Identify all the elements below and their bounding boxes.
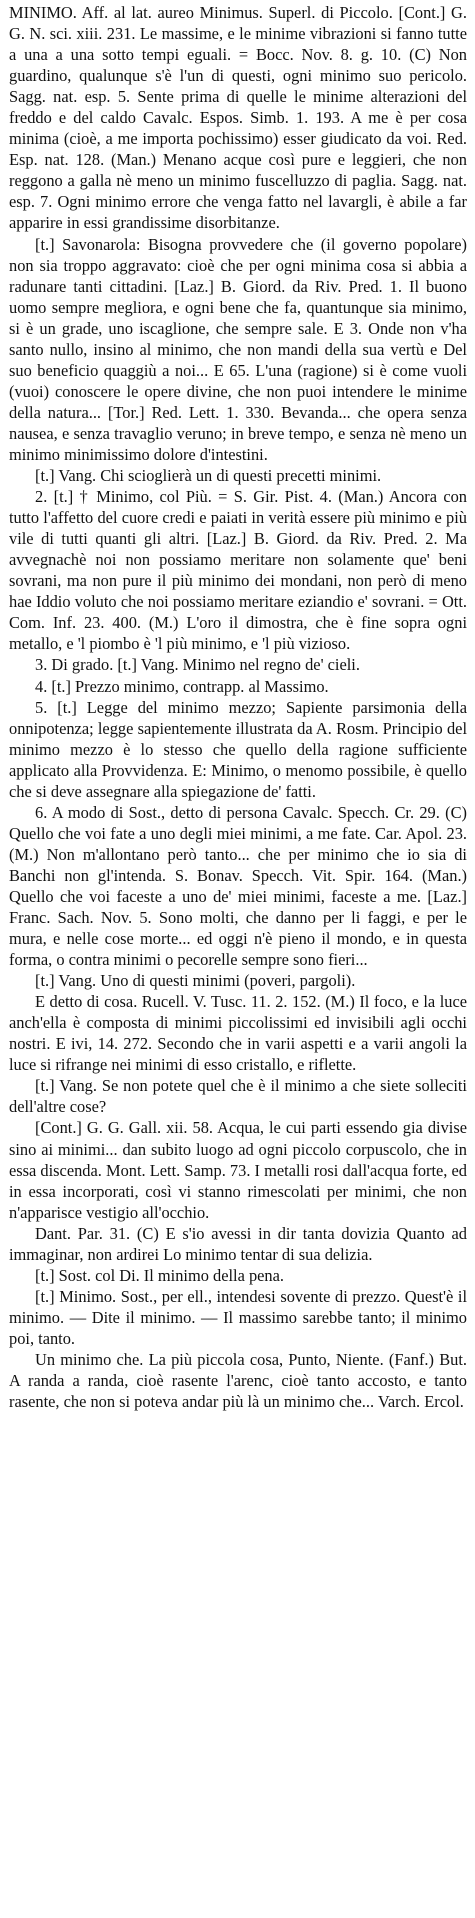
sense-5-paragraph: 5. [t.] Legge del minimo mezzo; Sapiente parsimonia della onnipotenza; legge sapientemente illustrata da A. Rosm. Principio del minimo mezzo è lo stesso che quello della ragione sufficiente applicato alla Provvidenza. E: Minimo, o menomo possibile, è quello che si deve assegnare alla spiegazione de' fatti. xyxy=(9,697,467,801)
entry-head-paragraph: MINIMO. Aff. al lat. aureo Minimus. Superl. di Piccolo. [Cont.] G. G. N. sci. xiii. 231. Le massime, e le minime vibrazioni si fanno tutte a una a una sotto tempi eguali. = Bocc. Nov. 8. g. 10. (C) Non guardino, qualunque s'è l'un di questi, ogni minimo suo pericolo. Sagg. nat. esp. 5. Sente prima di quelle le minime alterazioni del freddo e del caldo Cavalc. Espos. Simb. 1. 193. A me è per cosa minima (cioè, a me importa pochissimo) esser giudicato da voi. Red. Esp. nat. 128. (Man.) Menano acque così pure e leggieri, che non reggono a galla nè meno un minimo fuscelluzzo di paglia. Sagg. nat. esp. 7. Ogni minimo errore che venga fatto nel lavargli, è abile a far apparire in essi grandissime disorbitanze. xyxy=(9,3,467,233)
vang-solleciti-paragraph: [t.] Vang. Se non potete quel che è il minimo a che siete solleciti dell'altre cose? xyxy=(9,1076,467,1117)
dante-paragraph: Dant. Par. 31. (C) E s'io avessi in dir tanta dovizia Quanto ad immaginar, non ardirei Lo minimo tentar di sua delizia. xyxy=(9,1223,467,1264)
sost-col-di-paragraph: [t.] Sost. col Di. Il minimo della pena. xyxy=(35,1265,285,1285)
entry-vang-precetti-paragraph: [t.] Vang. Chi scioglierà un di questi precetti minimi. xyxy=(35,466,382,486)
un-minimo-che-paragraph: Un minimo che. La più piccola cosa, Punto, Niente. (Fanf.) But. A randa a randa, cioè rasente l'arenc, cioè tanto accosto, e tanto rasente, che non si poteva andar più là un minimo che... Varch. Ercol. xyxy=(9,1350,467,1412)
sense-4-paragraph: 4. [t.] Prezzo minimo, contrapp. al Massimo. xyxy=(35,676,329,696)
entry-savonarola-paragraph: [t.] Savonarola: Bisogna provvedere che (il governo popolare) non sia troppo aggravato: cioè che per ogni minima cosa si abbia a radunare tanti cittadini. [Laz.] B. Giord. da Riv. Pred. 1. Il buono uomo sempre megliora, e ogni bene che fa, quantunque sia minimo, si è un grade, uno iscaglione, che sempre sale. E 3. Onde non v'ha santo nullo, insino al minimo, che non mandi della sua vertù e Del suo beneficio quaggiù a noi... E 65. L'una (ragione) si è come vuoli (vuoi) conoscere le opere divine, che non puoi intendere le minime della natura... [Tor.] Red. Lett. 1. 330. Bevanda... che opera senza nausea, e senza travaglio veruno; in breve tempo, e senza nè meno un minimo minimissimo dolore d'intestini. xyxy=(9,234,467,464)
sense-3-paragraph: 3. Di grado. [t.] Vang. Minimo nel regno de' cieli. xyxy=(35,655,360,675)
sense-2-paragraph: 2. [t.] † Minimo, col Più. = S. Gir. Pist. 4. (Man.) Ancora con tutto l'affetto del cuore credi e paiati in verità essere più minimo e più vile di tutti quanti gli altri. [Laz.] B. Giord. da Riv. Pred. 2. Ma avvegnachè noi non possiamo meritare non solamente que' beni sovrani, ma non pure il più minimo dei mondani, non però di meno hae Iddio voluto che noi possiamo meritare eziandio e' sovrani. = Ott. Com. Inf. 23. 400. (M.) L'oro il dimostra, che è fine sopra ogni metallo, e 'l piombo è 'l più minimo, e 'l più vizioso. xyxy=(9,487,467,654)
detto-di-cosa-paragraph: E detto di cosa. Rucell. V. Tusc. 11. 2. 152. (M.) Il foco, e la luce anch'ella è composta di minimi piccolissimi ed invisibili agli occhi nostri. E ivi, 14. 272. Secondo che in varii aspetti e a varii angoli la luce si rifrange nei minimi di esso cristallo, e riflette. xyxy=(9,992,467,1075)
vang-minimi-paragraph: [t.] Vang. Uno di questi minimi (poveri, pargoli). xyxy=(35,971,356,991)
galileo-paragraph: [Cont.] G. G. Gall. xii. 58. Acqua, le cui parti essendo gia divise sino ai minimi... dan subito luogo ad ogni piccolo corpuscolo, che in essa discenda. Mont. Lett. Samp. 73. I metalli rosi dall'acqua forte, ed in essa incorporati, così vi stanno rimescolati per minimi, che non n'apparisce vestigio all'occhio. xyxy=(9,1118,467,1222)
minimo-prezzo-paragraph: [t.] Minimo. Sost., per ell., intendesi sovente di prezzo. Quest'è il minimo. — Dite il minimo. — Il massimo sarebbe tanto; il minimo poi, tanto. xyxy=(9,1286,467,1348)
sense-6-paragraph: 6. A modo di Sost., detto di persona Cavalc. Specch. Cr. 29. (C) Quello che voi fate a uno degli miei minimi, a me fate. Car. Apol. 23. (M.) Non m'allontano però tanto... che per minimo che io sia di Banchi non gl'intenda. S. Bonav. Specch. Vit. Spir. 164. (Man.) Quello che voi faceste a uno de' miei minimi, faceste a me. [Laz.] Franc. Sach. Nov. 5. Sono molti, che danno per li faggi, e per le mura, e nelle cose morte... ed oggi n'è pieno il mondo, e in questa forma, o contra minimi o pecorelle sempre sono fieri... xyxy=(9,802,467,970)
